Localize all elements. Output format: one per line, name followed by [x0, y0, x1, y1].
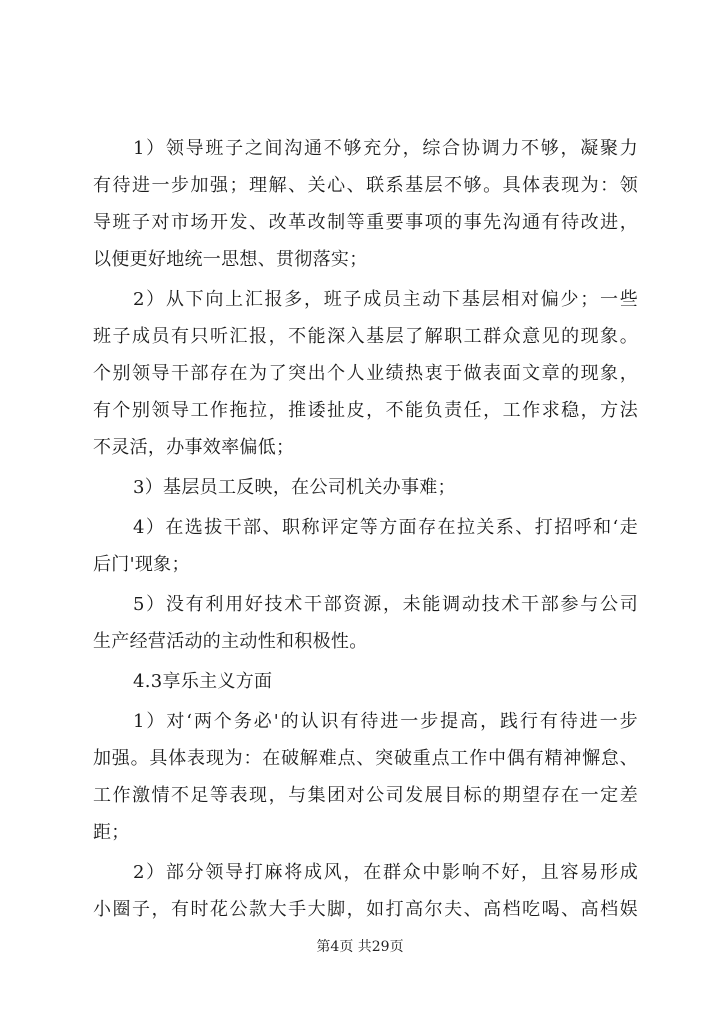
text-line: 4）在选拔干部、职称评定等方面存在拉关系、打招呼和‘走 [133, 517, 638, 538]
text-line: 有个别领导工作拖拉，推诿扯皮，不能负责任，工作求稳，方法 [93, 400, 638, 421]
paragraph [93, 130, 638, 278]
text-line: 有待进一步加强；理解、关心、联系基层不够。具体表现为：领 [93, 175, 638, 196]
section-heading [93, 663, 638, 700]
text-line: 1）领导班子之间沟通不够充分，综合协调力不够，凝聚力 [133, 138, 638, 159]
text-line: 班子成员有只听汇报，不能深入基层了解职工群众意见的现象。 [93, 326, 638, 347]
text-line: 3）基层员工反映，在公司机关办事难； [133, 477, 456, 498]
text-line: 5）没有利用好技术干部资源，未能调动技术干部参与公司 [133, 594, 638, 615]
text-line: 不灵活，办事效率偏低； [93, 437, 295, 458]
text-line: 导班子对市场开发、改革改制等重要事项的事先沟通有待改进， [93, 212, 638, 233]
document-body [93, 130, 638, 928]
paragraph [93, 703, 638, 851]
text-line: 2）从下向上汇报多，班子成员主动下基层相对偏少；一些 [133, 289, 638, 310]
paragraph [93, 509, 638, 583]
page-number-footer: 第4页 共29页 [316, 939, 404, 955]
text-line: 4.3享乐主义方面 [133, 671, 273, 692]
text-line: 后门'现象； [93, 554, 190, 575]
text-line: 距； [93, 822, 130, 843]
text-line: 个别领导干部存在为了突出个人业绩热衷于做表面文章的现象， [93, 363, 638, 384]
text-line: 1）对‘两个务必'的认识有待进一步提高，践行有待进一步 [133, 711, 638, 732]
text-line: 2）部分领导打麻将成风，在群众中影响不好，且容易形成 [133, 862, 638, 883]
text-line: 小圈子，有时花公款大手大脚，如打高尔夫、高档吃喝、高档娱 [93, 899, 638, 920]
text-line: 工作激情不足等表现，与集团对公司发展目标的期望存在一定差 [93, 785, 638, 806]
paragraph [93, 281, 638, 466]
text-line: 加强。具体表现为：在破解难点、突破重点工作中偶有精神懈怠、 [93, 748, 638, 769]
paragraph [93, 854, 638, 928]
paragraph [93, 586, 638, 660]
text-line: 生产经营活动的主动性和积极性。 [93, 631, 368, 652]
paragraph [93, 469, 638, 506]
text-line: 以便更好地统一思想、贯彻落实； [93, 249, 368, 270]
